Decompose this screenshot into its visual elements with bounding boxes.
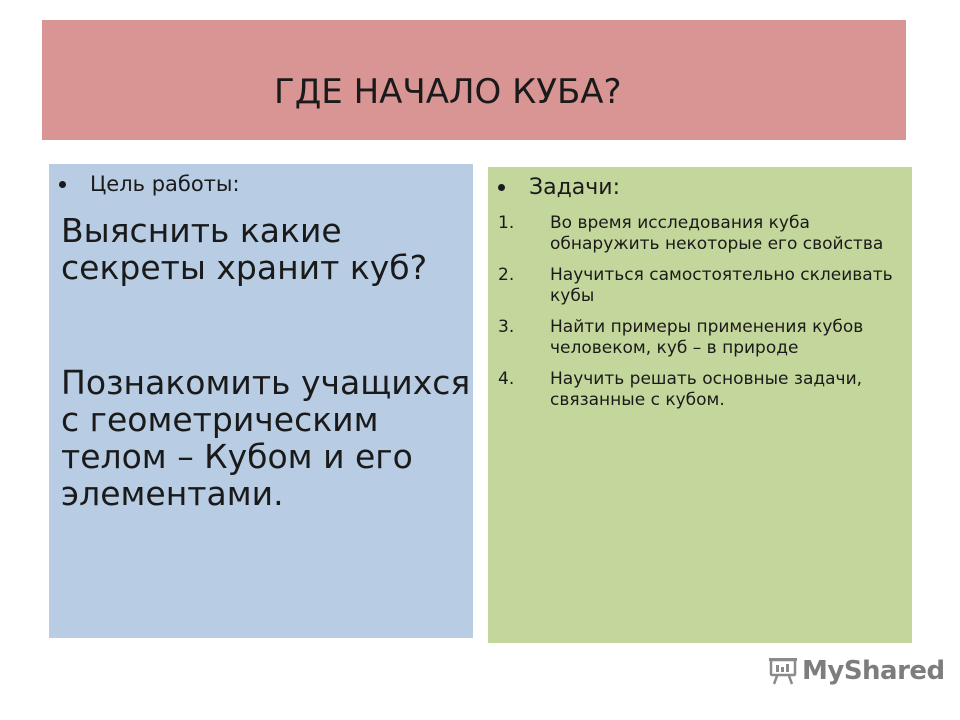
- task-number: 4.: [498, 369, 515, 389]
- bullet-dot-icon: [59, 181, 66, 188]
- tasks-panel: [488, 167, 912, 643]
- goal-label: Цель работы:: [90, 172, 240, 196]
- list-item: [498, 213, 903, 255]
- list-item: [498, 265, 903, 307]
- goal-panel: [49, 164, 473, 638]
- task-number: 1.: [498, 213, 515, 233]
- goal-paragraph: Познакомить учащихся с геометрическим телом – Кубом и его элементами.: [61, 363, 471, 513]
- goal-bullet: [59, 172, 240, 196]
- list-item: [498, 317, 903, 359]
- tasks-label: Задачи:: [529, 175, 620, 200]
- task-text: Научить решать основные задачи, связанные с кубом.: [550, 369, 863, 410]
- task-number: 2.: [498, 265, 515, 285]
- task-text: Найти примеры применения кубов человеком, куб – в природе: [550, 317, 864, 358]
- title-box: [42, 20, 906, 140]
- task-text: Научиться самостоятельно склеивать кубы: [550, 265, 893, 306]
- task-text: Во время исследования куба обнаружить некоторые его свойства: [550, 213, 884, 254]
- tasks-bullet: [498, 175, 620, 200]
- bullet-dot-icon: [498, 184, 505, 191]
- watermark-text: MyShared: [802, 656, 945, 686]
- watermark-logo: [768, 656, 945, 686]
- list-item: [498, 369, 903, 411]
- task-list: [498, 213, 903, 421]
- slide-title: ГДЕ НАЧАЛО КУБА?: [274, 72, 622, 112]
- task-number: 3.: [498, 317, 515, 337]
- goal-paragraph: Выяснить какие секреты хранит куб?: [61, 211, 428, 287]
- presentation-board-icon: [768, 657, 798, 685]
